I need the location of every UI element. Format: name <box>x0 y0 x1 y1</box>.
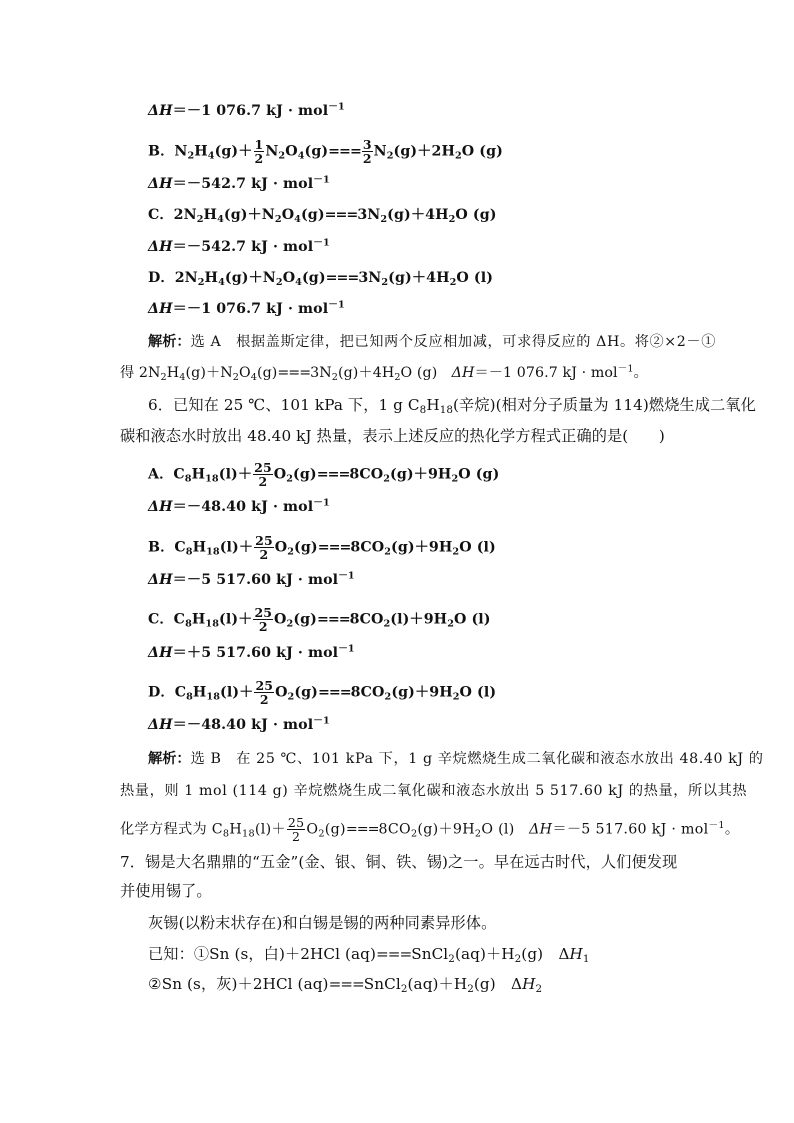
option-a-equation: A．$C_8H_{18}(l)+$ $\frac{25}{2}$ $O_2(g)===8CO_2(g)+9H_2O$ (g) <box>148 460 500 489</box>
fraction-one-half: $\frac{1}{2}$ <box>254 137 264 166</box>
explanation-paragraph: 解析：选 B 在 25 ℃、101 kPa 下，1 g 辛烷燃烧生成二氧化碳和液态水放出 48.40 kJ 的 <box>148 751 764 767</box>
option-c-equation: C．$2N_2H_4(g)+N_2O_4(g)===3N_2(g)+4H_2O$ (g) <box>148 207 497 225</box>
fraction-twenty-five-halves: $\frac{25}{2}$ <box>287 815 305 844</box>
delta-h-line: ΔH＝－48.40 kJ · mol$^{-1}$ <box>148 497 330 515</box>
delta-h-line: ΔH＝－48.40 kJ · mol$^{-1}$ <box>148 715 330 733</box>
explanation-paragraph: 解析：选 A 根据盖斯定律，把已知两个反应相加减，可求得反应的 ΔH。将②×2－① <box>148 334 716 350</box>
option-b-equation: B．$N_2H_4(g)+$ $\frac{1}{2}$ $N_2O_4(g)===$ $\frac{3}{2}$ $N_2(g)+2H_2O$ (g) <box>148 137 503 166</box>
delta-h-line: ΔH＝－1 076.7 kJ · mol$^{-1}$ <box>148 299 345 317</box>
delta-h-line: ΔH＝－542.7 kJ · mol$^{-1}$ <box>148 174 330 192</box>
given-reaction-1: 已知：①Sn (s，白)＋2HCl $(aq)===SnCl_2(aq)+H_2(g)$ $\Delta H_1$ <box>148 945 590 966</box>
question-6-stem-line2: 碳和液态水时放出 48.40 kJ 热量，表示上述反应的热化学方程式正确的是( ) <box>120 427 665 445</box>
option-d-equation: D．$2N_2H_4(g)+N_2O_4(g)===3N_2(g)+4H_2O$ (l) <box>148 270 494 288</box>
question-6-stem: 6．已知在 25 ℃、101 kPa 下，1 g $C_8H_{18}$(辛烷)(相对分子质量为 114)燃烧生成二氧化 <box>148 396 756 417</box>
delta-h-line: ΔH＝＋5 517.60 kJ · mol$^{-1}$ <box>148 643 355 661</box>
fraction-twenty-five-halves: $\frac{25}{2}$ <box>254 460 272 489</box>
question-7-stem: 7．锡是大名鼎鼎的“五金”(金、银、铜、铁、锡)之一。早在远古时代，人们便发现 <box>120 853 678 871</box>
option-d-equation: D．$C_8H_{18}(l)+$ $\frac{25}{2}$ $O_2(g)===8CO_2(g)+9H_2O$ (l) <box>148 678 497 707</box>
option-c-equation: C．$C_8H_{18}(l)+$ $\frac{25}{2}$ $O_2(g)===8CO_2(l)+9H_2O$ (l) <box>148 605 491 634</box>
explanation-equation: 得 $2N_2H_4(g)+N_2O_4(g)===3N_2(g)+4H_2O$ (g) ΔH＝－1 076.7 kJ · mol$^{-1}$。 <box>120 363 648 383</box>
delta-h-line: ΔH＝－1 076.7 kJ · mol$^{-1}$ <box>148 101 345 119</box>
explanation-paragraph-line2: 热量，则 1 mol (114 g) 辛烷燃烧生成二氧化碳和液态水放出 5 517.60 kJ 的热量，所以其热 <box>120 783 748 799</box>
delta-h-line: ΔH＝－5 517.60 kJ · mol$^{-1}$ <box>148 570 355 588</box>
fraction-twenty-five-halves: $\frac{25}{2}$ <box>254 605 273 634</box>
fraction-twenty-five-halves: $\frac{25}{2}$ <box>255 533 273 562</box>
delta-h-line: ΔH＝－542.7 kJ · mol$^{-1}$ <box>148 237 330 255</box>
fraction-three-halves: $\frac{3}{2}$ <box>362 137 372 166</box>
option-b-equation: B．$C_8H_{18}(l)+$ $\frac{25}{2}$ $O_2(g)===8CO_2(g)+9H_2O$ (l) <box>148 533 496 562</box>
fraction-twenty-five-halves: $\frac{25}{2}$ <box>255 678 274 707</box>
paragraph-allotropes: 灰锡(以粉末状存在)和白锡是锡的两种同素异形体。 <box>148 914 497 932</box>
given-reaction-2: ②Sn (s，灰)＋2HCl $(aq)===SnCl_2(aq)+H_2(g)$ $\Delta H_2$ <box>148 975 543 996</box>
explanation-equation: 化学方程式为 $C_8H_{18}(l)+$ $\frac{25}{2}$ $O_2(g)===8CO_2(g)+9H_2O$ (l) ΔH＝－5 517.60 kJ · mol$^{-1}$。 <box>120 815 740 844</box>
question-7-stem-line2: 并使用锡了。 <box>120 882 212 900</box>
